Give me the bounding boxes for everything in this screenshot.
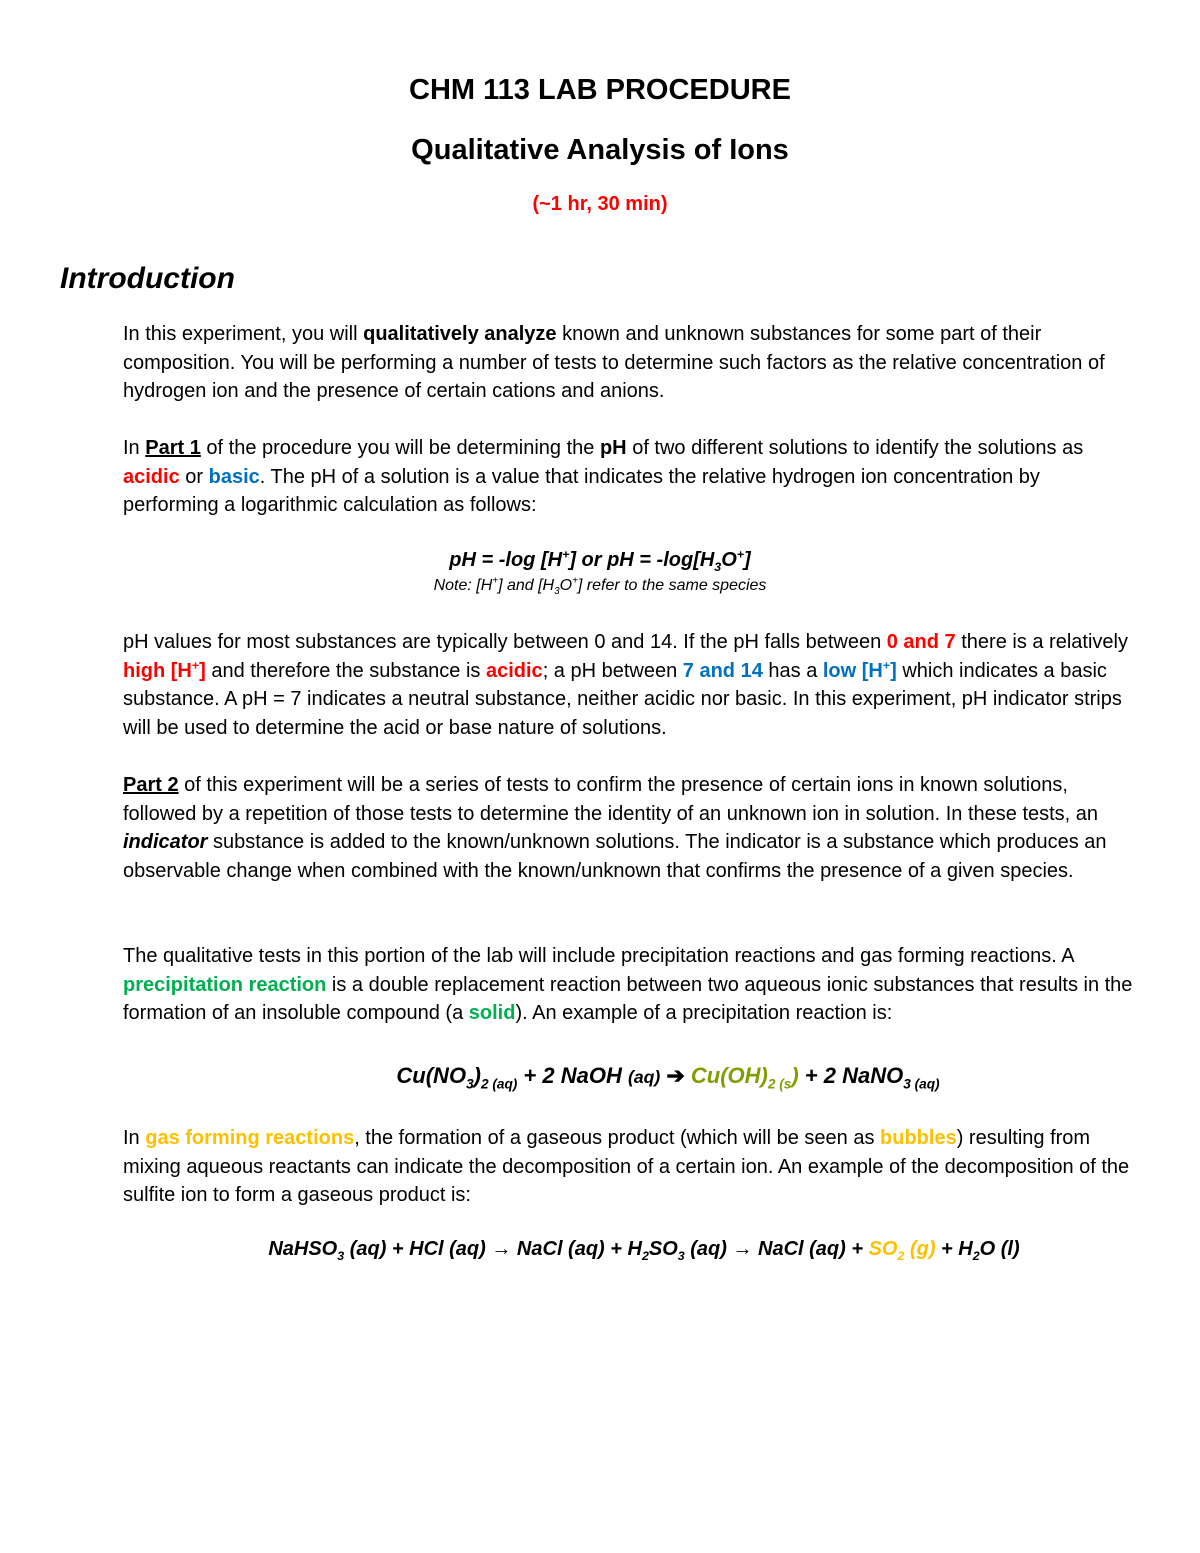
gas-forming-term: gas forming reactions — [145, 1127, 355, 1149]
acidic-term: acidic — [123, 465, 180, 488]
text: pH values for most substances are typically between 0 and 14. If the pH falls between — [123, 631, 887, 653]
sup: + — [191, 657, 200, 672]
eq-text: ] or pH = -log[H — [569, 549, 715, 571]
acid-range: 0 and 7 — [886, 631, 956, 653]
paragraph-part2 — [123, 771, 1133, 885]
eq-text: Cu(NO — [396, 1063, 467, 1088]
note-text: ] and [H — [498, 577, 555, 594]
eq-sub: 2 — [641, 1249, 649, 1263]
eq-text: + 2 NaNO — [798, 1063, 904, 1088]
eq-sub: 2 — [972, 1249, 980, 1263]
product-text: Cu(OH) — [690, 1063, 768, 1088]
ph-equation — [0, 549, 1200, 572]
note-text: ] refer to the same species — [577, 577, 767, 594]
note-sub: 3 — [554, 586, 560, 598]
equation-note — [0, 575, 1200, 598]
text: ; a pH between — [542, 659, 683, 682]
text: ) resulting from mixing aqueous reactants can indicate the decomposition of a certain ion. An example of the decomposition of the sulfite ion to form a gaseous product is: — [123, 1127, 1130, 1207]
product-text: SO — [868, 1238, 898, 1260]
text: In this experiment, you will — [123, 323, 364, 345]
text: which indicates a basic substance. A pH = 7 indicates a neutral substance, neither acidic nor basic. In this experiment, pH indicator strips will be used to determine the acid or base nature of solutions. — [123, 659, 1122, 739]
precipitation-equation — [68, 1063, 1200, 1092]
eq-sub: 2 (aq) — [480, 1076, 518, 1092]
paragraph-part1 — [123, 434, 1133, 520]
precipitate-product — [690, 1063, 799, 1092]
reaction-arrow-icon: → — [491, 1238, 512, 1260]
eq-text: (aq) — [684, 1238, 733, 1260]
reaction-arrow-icon: → — [732, 1238, 753, 1260]
eq-sup: + — [736, 547, 745, 562]
text: is a double replacement reaction between two aqueous ionic substances that results in the formation of an insoluble compound (a — [123, 973, 1133, 1025]
paragraph-ph-values — [123, 628, 1133, 742]
bracket: ] — [199, 659, 206, 682]
eq-text: (aq) — [627, 1067, 661, 1087]
solid-term: solid — [468, 1002, 516, 1025]
eq-text: + 2 NaOH — [517, 1063, 628, 1088]
high-h-term — [123, 657, 206, 682]
eq-sub: 3 (aq) — [903, 1076, 940, 1092]
eq-sub: 3 — [337, 1249, 345, 1263]
product-text: (g) — [904, 1238, 936, 1260]
eq-sub: 3 — [714, 560, 722, 574]
duration-note: (~1 hr, 30 min) — [532, 193, 668, 215]
emphasis-text: qualitatively analyze — [363, 323, 557, 345]
text: of two different solutions to identify the solutions as — [626, 437, 1084, 459]
gas-product — [863, 1238, 936, 1263]
eq-text: + H — [935, 1238, 973, 1260]
note-text: O — [559, 577, 573, 594]
paragraph-precipitation — [123, 942, 1133, 1028]
paragraph-intro — [123, 320, 1133, 406]
product-sub: 2 — [897, 1249, 905, 1263]
text: In — [123, 1127, 146, 1149]
basic-term: basic — [208, 465, 260, 488]
high-text: high [H — [123, 659, 192, 682]
low-text: low [H — [822, 659, 883, 682]
text: . The pH of a solution is a value that indicates the relative hydrogen ion concentration by performing a logarithmic calculation as follows: — [123, 465, 1040, 517]
bubbles-term: bubbles — [880, 1127, 957, 1149]
text: and therefore the substance is — [205, 659, 486, 682]
low-h-term — [822, 657, 897, 682]
base-range: 7 and 14 — [682, 659, 763, 682]
eq-text: SO — [648, 1238, 678, 1260]
text: there is a relatively — [955, 631, 1128, 653]
paragraph-gas-forming — [123, 1124, 1133, 1210]
eq-text: O (l) — [979, 1238, 1020, 1260]
note-text: Note: [H — [433, 577, 493, 594]
part1-label: Part 1 — [145, 437, 201, 459]
acidic-term: acidic — [485, 659, 543, 682]
indicator-term: indicator — [123, 831, 208, 854]
section-heading-introduction: Introduction — [60, 262, 235, 295]
eq-text: NaCl (aq) + H — [511, 1238, 642, 1260]
eq-sub: 3 — [677, 1249, 685, 1263]
text: of the procedure you will be determining the — [200, 437, 600, 459]
bracket: ] — [890, 659, 897, 682]
page-subtitle: Qualitative Analysis of Ions — [411, 134, 789, 166]
gas-forming-equation — [44, 1238, 1200, 1261]
eq-sup: + — [562, 547, 570, 562]
note-sup: + — [572, 575, 578, 587]
text: or — [179, 465, 209, 488]
eq-text: ] — [744, 549, 751, 571]
eq-text: NaCl (aq) + — [752, 1238, 864, 1260]
page-title: CHM 113 LAB PROCEDURE — [409, 74, 791, 106]
text: substance is added to the known/unknown solutions. The indicator is a substance which produces an observable change when combined with the known/unknown that confirms the presence of a given species. — [123, 831, 1107, 882]
eq-text: pH = -log [H — [449, 549, 563, 571]
text: In — [123, 437, 146, 459]
eq-sub: 3 — [466, 1076, 474, 1092]
eq-text: NaHSO — [268, 1238, 338, 1260]
text: , the formation of a gaseous product (which will be seen as — [354, 1127, 881, 1149]
text: The qualitative tests in this portion of the lab will include precipitation reactions and gas forming reactions. A — [123, 945, 1074, 967]
ph-term: pH — [599, 437, 627, 459]
precipitation-term: precipitation reaction — [123, 973, 327, 996]
text: known and unknown substances for some part of their composition. You will be performing a number of tests to determine such factors as the relative concentration of hydrogen ion and the presence of certain cations and anions. — [123, 323, 1105, 403]
text: ). An example of a precipitation reaction is: — [515, 1002, 893, 1025]
eq-text: O — [721, 549, 737, 571]
note-sup: + — [492, 575, 499, 587]
reaction-arrow-icon: ➔ — [660, 1063, 691, 1088]
eq-text: ) — [473, 1063, 481, 1088]
text: has a — [762, 659, 823, 682]
eq-text: (aq) + HCl (aq) — [344, 1238, 492, 1260]
part2-label: Part 2 — [123, 774, 179, 796]
text: of this experiment will be a series of tests to confirm the presence of certain ions in known solutions, followed by a repetition of those tests to determine the identity of an unknown ion in solution. In these tests, an — [123, 774, 1099, 825]
product-sub: 2 (s — [767, 1076, 792, 1092]
sup: + — [882, 657, 891, 672]
product-text: ) — [791, 1063, 799, 1088]
